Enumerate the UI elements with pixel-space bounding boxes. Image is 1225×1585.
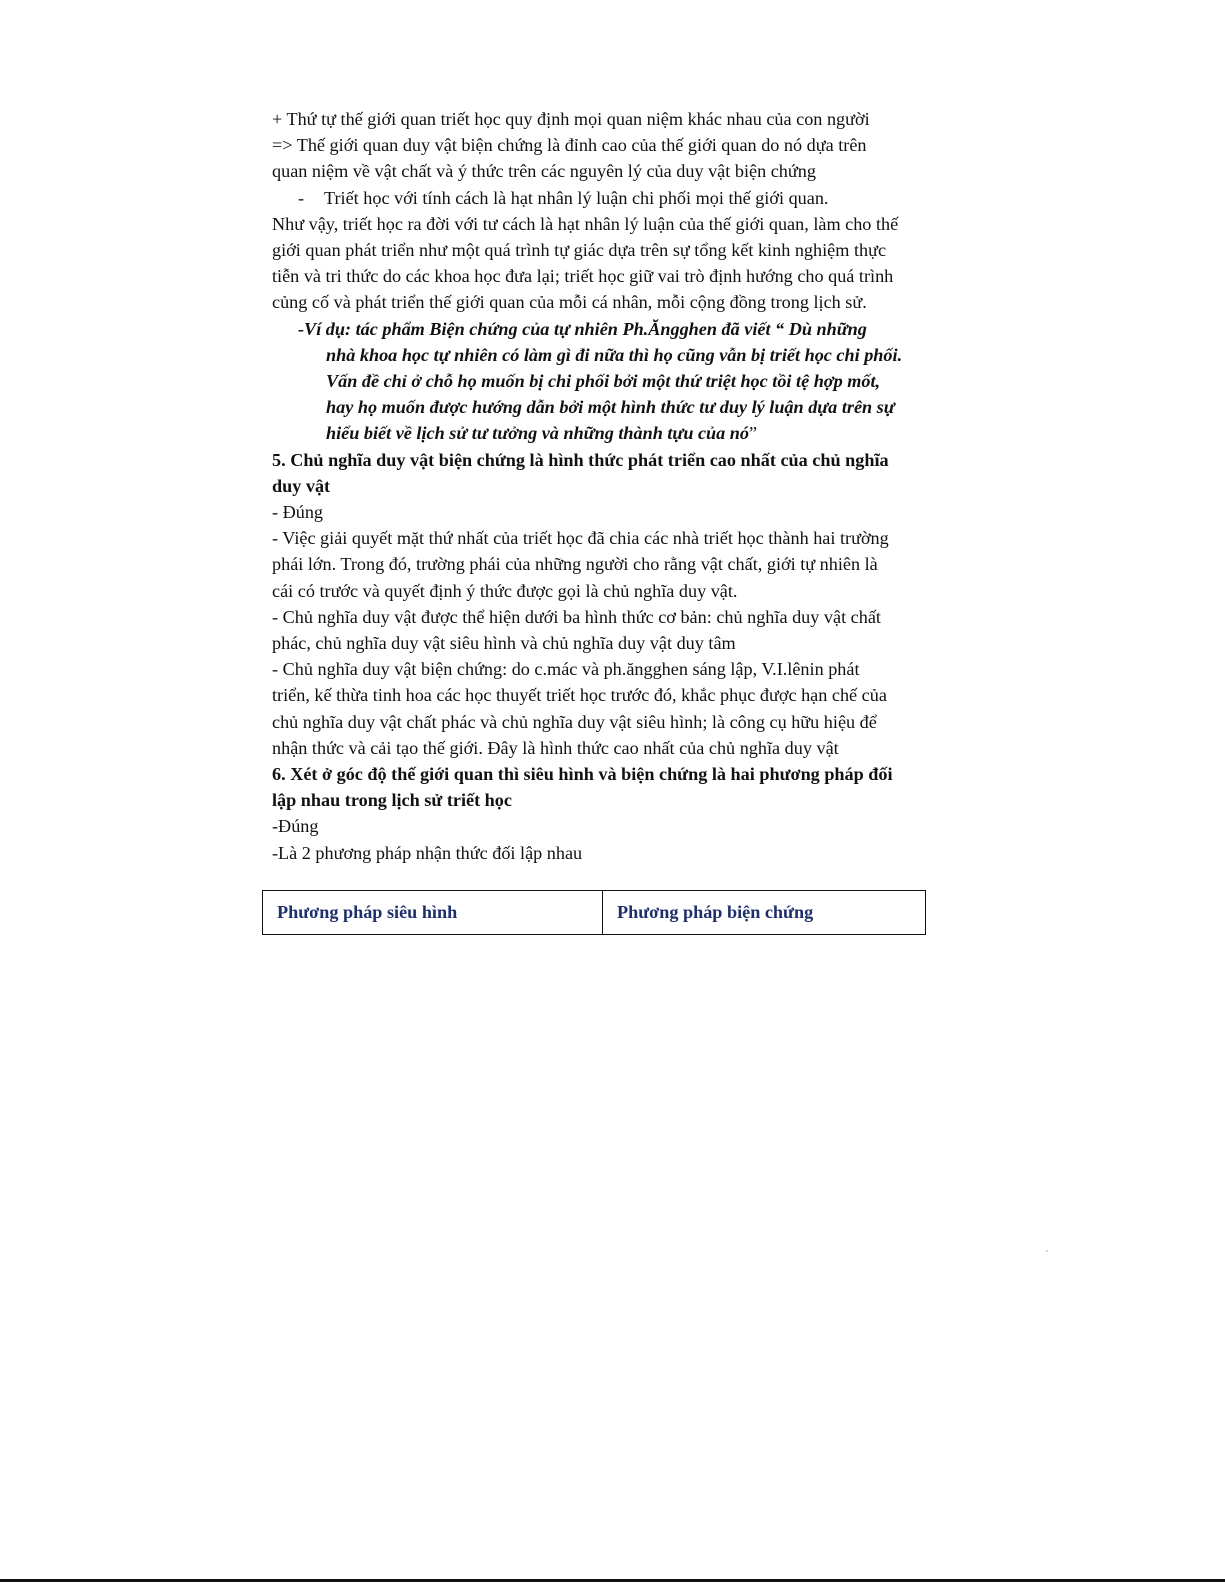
section-6-heading-line-2: lập nhau trong lịch sử triết học xyxy=(272,790,512,811)
section-6-line-1: -Đúng xyxy=(272,816,319,837)
table-header-dialectical: Phương pháp biện chứng xyxy=(617,902,814,922)
intro-line-3: quan niệm về vật chất và ý thức trên các nguyên lý của duy vật biện chứng xyxy=(272,161,816,182)
bullet-dash: - xyxy=(298,187,305,208)
example-line-1: -Ví dụ: tác phẩm Biện chứng của tự nhiên Ph.Ăngghen đã viết “ Dù những xyxy=(298,318,867,339)
example-closing-quote: ” xyxy=(749,423,758,444)
section-6-line-2: -Là 2 phương pháp nhận thức đối lập nhau xyxy=(272,842,583,863)
section-5-heading-line-2: duy vật xyxy=(272,475,331,496)
bullet-item xyxy=(272,185,942,211)
intro-line-2: => Thế giới quan duy vật biện chứng là đỉnh cao của thế giới quan do nó dựa trên xyxy=(272,135,867,156)
section-5-line-6: phác, chủ nghĩa duy vật siêu hình và chủ nghĩa duy vật duy tâm xyxy=(272,633,736,654)
section-5-line-10: nhận thức và cải tạo thế giới. Đây là hình thức cao nhất của chủ nghĩa duy vật xyxy=(272,737,839,758)
example-line-5 xyxy=(272,420,942,446)
paragraph-line-1: Như vậy, triết học ra đời với tư cách là hạt nhân lý luận của thế giới quan, làm cho thế xyxy=(272,213,899,234)
scan-speck xyxy=(1046,1250,1048,1252)
paragraph-line-4: củng cố và phát triển thế giới quan của mỗi cá nhân, mỗi cộng đồng trong lịch sử. xyxy=(272,292,867,313)
comparison-table xyxy=(262,890,926,935)
example-line-2: nhà khoa học tự nhiên có làm gì đi nữa thì họ cũng vẫn bị triết học chi phối. xyxy=(326,344,903,365)
section-6-heading-line-1: 6. Xét ở góc độ thế giới quan thì siêu hình và biện chứng là hai phương pháp đối xyxy=(272,764,893,785)
document-body xyxy=(272,106,942,866)
section-5-line-2: - Việc giải quyết mặt thứ nhất của triết học đã chia các nhà triết học thành hai trường xyxy=(272,528,889,549)
section-5-line-5: - Chủ nghĩa duy vật được thể hiện dưới ba hình thức cơ bản: chủ nghĩa duy vật chất xyxy=(272,606,881,627)
page-bottom-edge xyxy=(0,1579,1225,1582)
section-5-line-4: cái có trước và quyết định ý thức được gọi là chủ nghĩa duy vật. xyxy=(272,580,738,601)
bullet-text: Triết học với tính cách là hạt nhân lý luận chi phối mọi thế giới quan. xyxy=(324,187,829,208)
section-5-line-1: - Đúng xyxy=(272,502,324,523)
paragraph-line-3: tiễn và tri thức do các khoa học đưa lại; triết học giữ vai trò định hướng cho quá trình xyxy=(272,266,894,287)
table-header-metaphysical: Phương pháp siêu hình xyxy=(263,891,603,934)
section-5-line-3: phái lớn. Trong đó, trường phái của những người cho rằng vật chất, giới tự nhiên là xyxy=(272,554,878,575)
example-line-5-text: hiểu biết về lịch sử tư tưởng và những thành tựu của nó xyxy=(326,423,750,444)
intro-line-1: + Thứ tự thế giới quan triết học quy định mọi quan niệm khác nhau của con người xyxy=(272,109,870,129)
example-line-3: Vấn đề chỉ ở chỗ họ muốn bị chi phối bởi một thứ triệt học tồi tệ hợp mốt, xyxy=(326,371,881,392)
section-5-line-8: triển, kế thừa tinh hoa các học thuyết triết học trước đó, khắc phục được hạn chế của xyxy=(272,685,887,706)
paragraph-line-2: giới quan phát triển như một quá trình tự giác dựa trên sự tổng kết kinh nghiệm thực xyxy=(272,240,887,261)
example-line-4: hay họ muốn được hướng dẫn bởi một hình thức tư duy lý luận dựa trên sự xyxy=(326,397,895,418)
section-5-line-7: - Chủ nghĩa duy vật biện chứng: do c.mác và ph.ăngghen sáng lập, V.I.lênin phát xyxy=(272,659,860,680)
section-5-line-9: chủ nghĩa duy vật chất phác và chủ nghĩa duy vật siêu hình; là công cụ hữu hiệu để xyxy=(272,711,877,732)
section-5-heading-line-1: 5. Chủ nghĩa duy vật biện chứng là hình thức phát triển cao nhất của chủ nghĩa xyxy=(272,449,889,470)
